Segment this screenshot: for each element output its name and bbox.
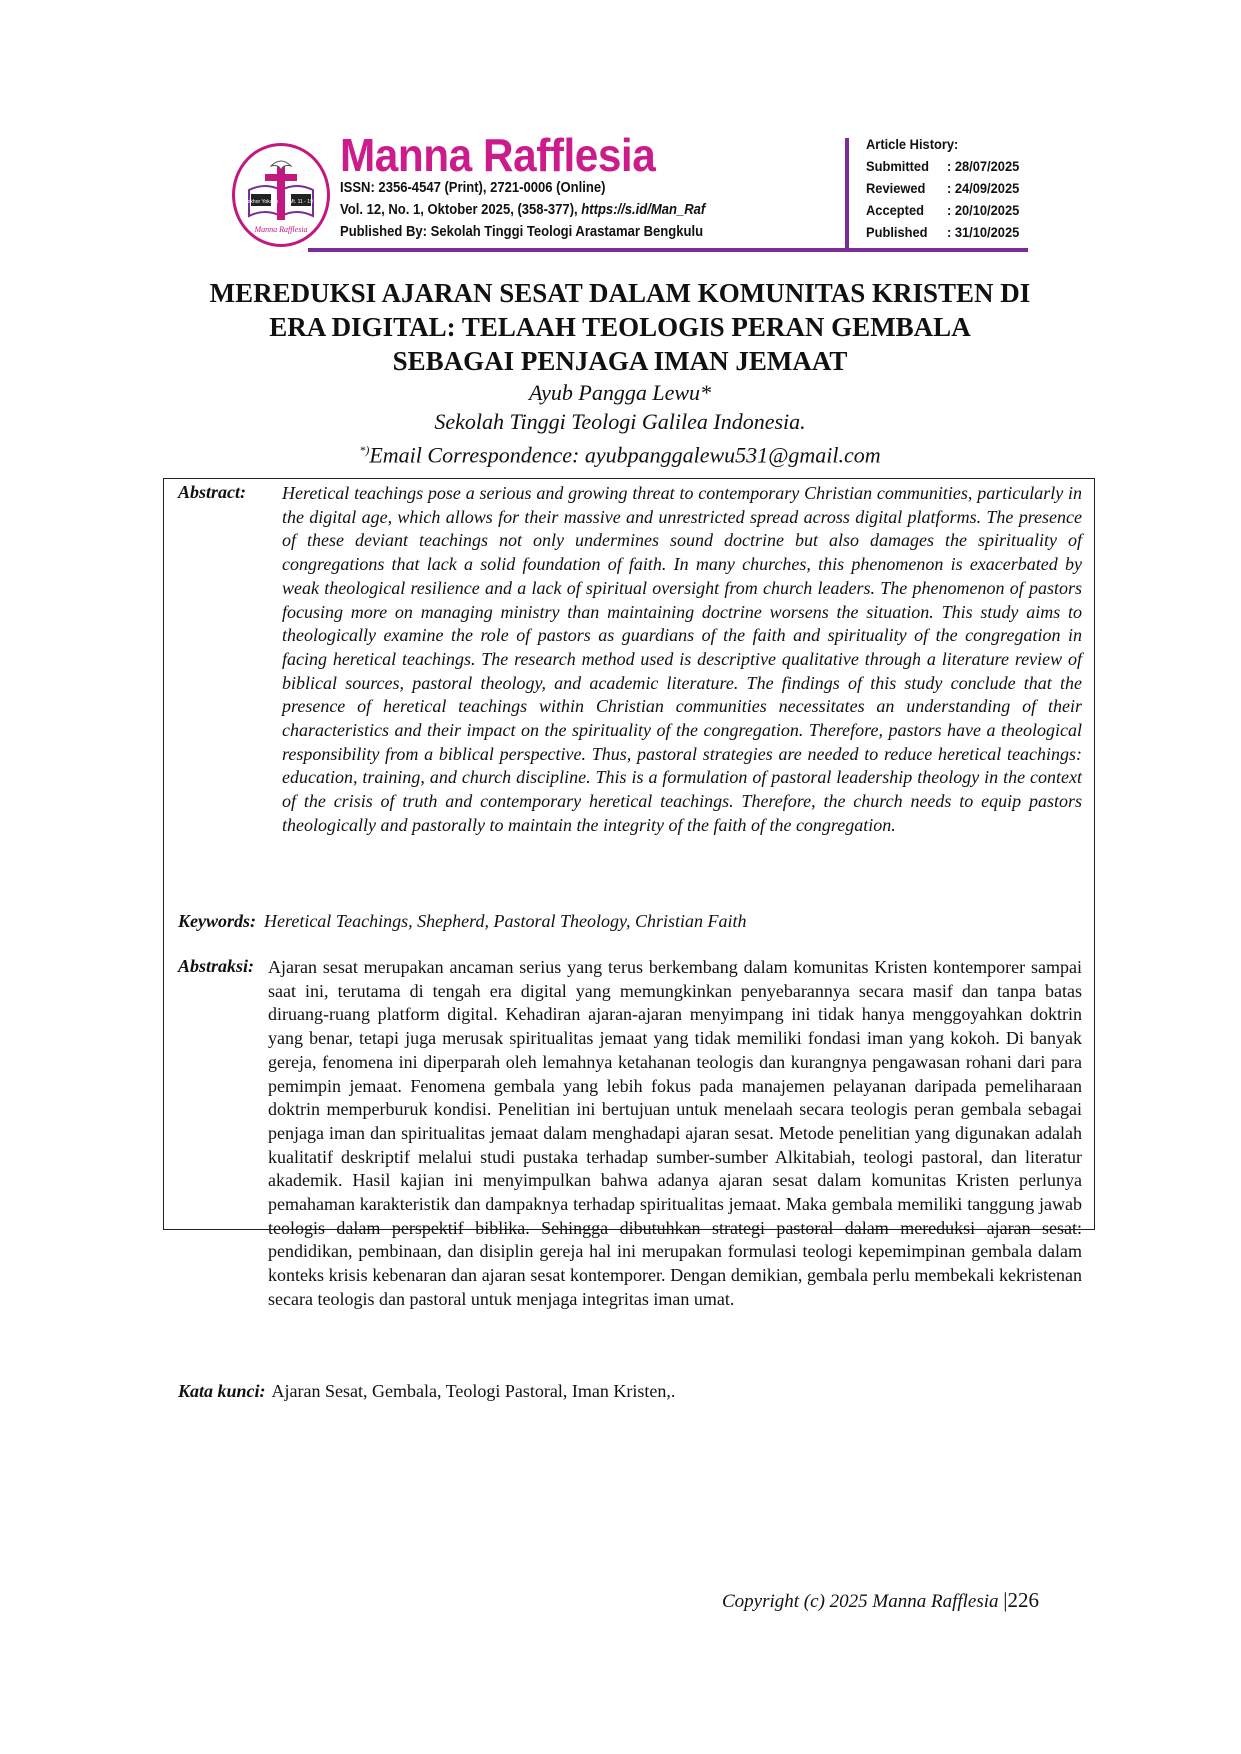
svg-text:Manna Rafflesia: Manna Rafflesia [254, 225, 308, 234]
journal-issn: ISSN: 2356-4547 (Print), 2721-0006 (Online) [340, 180, 606, 196]
abstract-text: Heretical teachings pose a serious and growing threat to contemporary Christian communities, particularly in the digital age, which allows for their massive and unrestricted spread across digital platforms. The presence of these deviant teachings not only undermines sound doctrine but also damages the spirituality of congregations that lack a solid foundation of faith. In many churches, this phenomenon is exacerbated by weak theological resilience and a lack of spiritual oversight from church leaders. The phenomenon of pastors focusing more on managing ministry than maintaining doctrine worsens the situation. This study aims to theologically examine the role of pastors as guardians of the faith and spirituality of the congregation in facing heretical teachings. The research method used is descriptive qualitative through a literature review of biblical sources, pastoral theology, and academic literature. The findings of this study conclude that the presence of heretical teachings within Christian communities necessitates an understanding of their characteristics and their impact on the spirituality of the congregation. Therefore, pastors have a theological responsibility from a biblical perspective. Thus, pastoral strategies are needed to reduce heretical teachings: education, training, and church discipline. This is a formulation of pastoral leadership theology in the context of the crisis of truth and contemporary heretical teachings. Therefore, the church needs to equip pastors theologically and pastorally to maintain the integrity of the faith of the congregation. [282, 483, 1082, 835]
journal-logo [232, 143, 330, 247]
history-label: Published [866, 224, 928, 240]
history-value: : 20/10/2025 [946, 202, 1020, 218]
journal-volume-text: Vol. 12, No. 1, Oktober 2025, (358-377), [340, 202, 582, 218]
author-affiliation: Sekolah Tinggi Teologi Galilea Indonesia. [434, 409, 806, 434]
article-history [866, 136, 1019, 246]
footer-copyright: Copyright (c) 2025 Manna Rafflesia [722, 1591, 1004, 1612]
paper-title-line: SEBAGAI PENJAGA IMAN JEMAAT [392, 346, 848, 376]
svg-text:Hokhor Yokunu: Hokhor Yokunu [244, 199, 278, 205]
journal-url-link[interactable]: https://s.id/Man_Raf [581, 202, 706, 218]
author-name: Ayub Pangga Lewu* [528, 380, 712, 405]
abstraksi-text: Ajaran sesat merupakan ancaman serius yang terus berkembang dalam komunitas Kristen kontemporer sampai saat ini, terutama di tengah era digital yang memungkinkan penyebarannya secara masif dan tanpa batas diruang-ruang platform digital. Kehadiran ajaran-ajaran menyimpang ini tidak hanya menggoyahkan doktrin yang benar, tetapi juga merusak spiritualitas jemaat yang tidak memiliki fondasi iman yang kokoh. Di banyak gereja, fenomena ini diperparah oleh lemahnya ketahanan teologis dan kurangnya pengawasan rohani dari para pemimpin jemaat. Fenomena gembala yang lebih fokus pada manajemen pelayanan daripada pemeliharaan doktrin memperburuk kondisi. Penelitian ini bertujuan untuk menelaah secara teologis peran gembala sebagai penjaga iman dan spiritualitas jemaat dalam menghadapi ajaran sesat. Metode penelitian yang digunakan adalah kualitatif deskriptif melalui studi pustaka terhadap sumber-sumber Alkitabiah, teologi pastoral, dan literatur akademik. Hasil kajian ini menyimpulkan bahwa adanya ajaran sesat dalam komunitas Kristen perlunya pemahaman karakteristik dan dampaknya terhadap spiritualitas jemaat. Maka gembala memiliki tanggung jawab teologis dalam perspektif biblika. Sehingga dibutuhkan strategi pastoral dalam mereduksi ajaran sesat: pendidikan, pembinaan, dan disiplin gereja hal ini merupakan formulasi teologi kepemimpinan gembala dalam konteks krisis kebenaran dan ajaran sesat kontemporer. Dengan demikian, gembala perlu membekali kekristenan secara teologis dan pastoral untuk menjaga integritas iman umat. [268, 957, 1082, 1309]
paper-title [150, 276, 1090, 378]
history-row-accepted [866, 202, 1019, 224]
paper-title-line: MEREDUKSI AJARAN SESAT DALAM KOMUNITAS KRISTEN DI [209, 278, 1031, 308]
author-email [150, 436, 1090, 469]
journal-volume [340, 202, 705, 218]
history-label: Accepted [866, 202, 924, 218]
page-footer [722, 1588, 1039, 1613]
keywords [178, 911, 746, 932]
email-marker: *) [359, 443, 370, 457]
author-block [150, 378, 1090, 469]
kata-kunci-label: Kata kunci: [178, 1381, 266, 1401]
svg-text:Mt. 11 - 19: Mt. 11 - 19 [289, 199, 313, 205]
header-vertical-divider [845, 138, 849, 252]
keywords-value: Heretical Teachings, Shepherd, Pastoral Theology, Christian Faith [264, 911, 747, 931]
history-label: Submitted [866, 158, 929, 174]
history-value: : 31/10/2025 [946, 224, 1020, 240]
kata-kunci [178, 1381, 675, 1402]
journal-publisher: Published By: Sekolah Tinggi Teologi Arastamar Bengkulu [340, 224, 704, 240]
history-row-reviewed [866, 180, 1019, 202]
abstraksi-label: Abstraksi: [178, 956, 255, 976]
abstract-label: Abstract: [178, 482, 247, 502]
header-divider [308, 248, 1028, 252]
journal-name: Manna Rafflesia [340, 129, 656, 181]
logo-emblem-icon [235, 146, 327, 244]
paper-title-line: ERA DIGITAL: TELAAH TEOLOGIS PERAN GEMBALA [269, 312, 971, 342]
history-row-published [866, 224, 1019, 246]
history-value: : 24/09/2025 [946, 180, 1020, 196]
history-value: : 28/07/2025 [946, 158, 1020, 174]
kata-kunci-value: Ajaran Sesat, Gembala, Teologi Pastoral, Iman Kristen,. [271, 1381, 676, 1401]
history-row-submitted [866, 158, 1019, 180]
page-number: |226 [1003, 1588, 1039, 1612]
history-label: Reviewed [866, 180, 926, 196]
email-text[interactable]: Email Correspondence: ayubpanggalewu531@gmail.com [369, 442, 881, 468]
article-history-title: Article History: [866, 136, 959, 152]
keywords-label: Keywords: [178, 911, 256, 931]
